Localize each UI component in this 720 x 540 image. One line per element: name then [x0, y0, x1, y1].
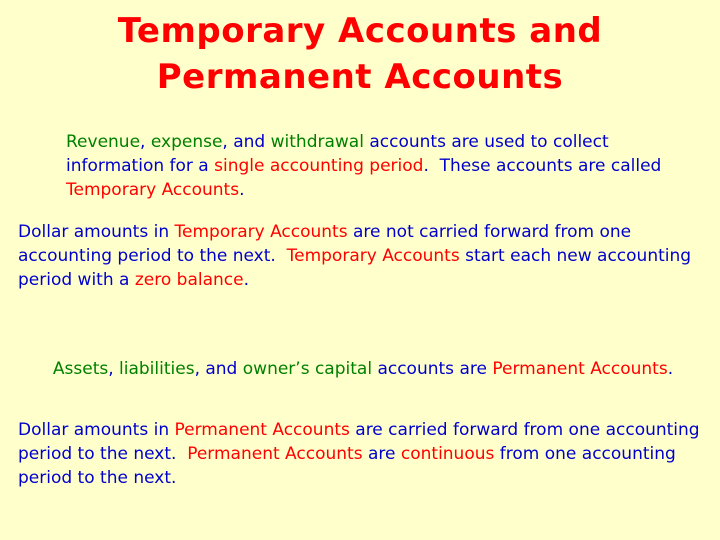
- text-run: Permanent Accounts: [174, 420, 350, 440]
- text-run: Temporary Accounts: [66, 180, 240, 200]
- text-run: .: [243, 270, 249, 290]
- text-run: liabilities: [119, 359, 195, 379]
- text-run: expense: [150, 132, 223, 152]
- text-run: are not carried forward from one accounting period to the next.: [18, 222, 637, 266]
- permanent-accounts-behavior: [18, 418, 708, 490]
- text-run: Dollar amounts in: [18, 420, 175, 440]
- text-run: Assets: [52, 359, 109, 379]
- text-run: . These accounts are called: [423, 156, 667, 176]
- text-run: Dollar amounts in: [18, 222, 175, 242]
- slide-title: [0, 8, 720, 100]
- text-run: are carried forward from one accounting period to the next.: [18, 420, 706, 464]
- temporary-accounts-definition: [66, 130, 706, 202]
- text-run: Temporary Accounts: [286, 246, 460, 266]
- text-run: withdrawal: [270, 132, 364, 152]
- text-run: .: [667, 359, 674, 379]
- text-run: continuous: [400, 444, 495, 464]
- text-run: owner’s capital: [242, 359, 373, 379]
- text-run: Permanent Accounts: [492, 359, 668, 379]
- text-run: Revenue: [66, 132, 141, 152]
- temporary-accounts-behavior: [18, 220, 708, 292]
- text-run: accounts are: [372, 359, 493, 379]
- slide-title-line-1: Temporary Accounts and: [117, 11, 603, 51]
- text-run: are: [362, 444, 401, 464]
- text-run: start each new accounting period with a: [18, 246, 697, 290]
- text-run: Temporary Accounts: [174, 222, 348, 242]
- text-run: from one accounting period to the next.: [18, 444, 682, 488]
- permanent-accounts-definition: [18, 357, 708, 381]
- text-run: , and: [194, 359, 243, 379]
- text-run: accounts are used to collect information for a: [66, 132, 615, 176]
- text-run: .: [239, 180, 245, 200]
- text-run: Permanent Accounts: [187, 444, 363, 464]
- text-run: single accounting period: [214, 156, 424, 176]
- text-run: ,: [140, 132, 151, 152]
- text-run: , and: [222, 132, 271, 152]
- text-run: ,: [108, 359, 120, 379]
- slide-title-line-2: Permanent Accounts: [156, 57, 564, 97]
- text-run: zero balance: [134, 270, 244, 290]
